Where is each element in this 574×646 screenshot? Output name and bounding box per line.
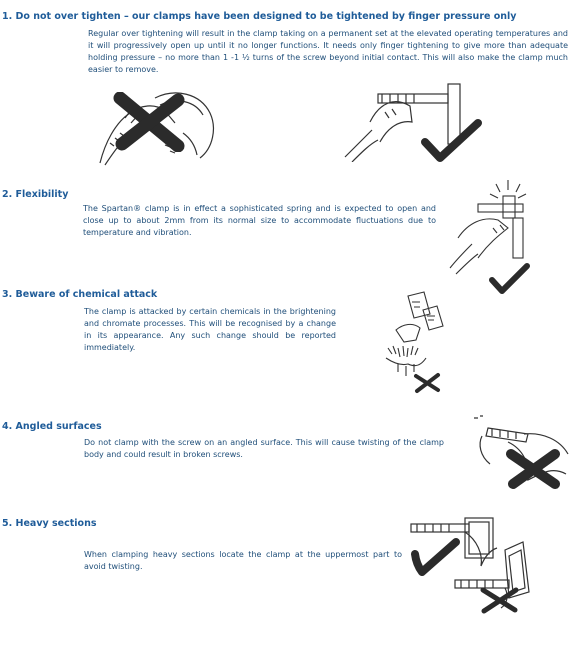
check-icon	[420, 118, 482, 164]
section-4-heading: 4. Angled surfaces	[2, 421, 102, 432]
section-3-text: The clamp is attacked by certain chemicals in the brightening and chromate processes. This will be recognised by a change in its appearance. Any such change should be reported immediately.	[84, 307, 336, 352]
check-icon	[410, 536, 460, 576]
check-icon	[488, 262, 530, 296]
cross-icon	[112, 92, 187, 152]
section-3-heading: 3. Beware of chemical attack	[2, 289, 158, 300]
section-2-heading: 2. Flexibility	[2, 189, 69, 200]
section-5-text: When clamping heavy sections locate the clamp at the uppermost part to avoid twisting.	[84, 550, 402, 571]
cross-icon	[478, 585, 520, 615]
section-2-text: The Spartan® clamp is in effect a sophisticated spring and is expected to open and close up to about 2mm from its normal size to accommodate fluctuations due to temperature and vibration.	[83, 204, 436, 237]
section-1-text: Regular over tightening will result in the clamp taking on a permanent set at the elevated operating temperatures and it will progressively open up until it no longer functions. It needs only finger tightening to give more than adequate holding pressure – no more than 1 -1 ½ turns of the screw beyond initial contact. This will also make the clamp much easier to remove.	[88, 29, 568, 74]
chemical-pouring-illustration	[378, 288, 448, 380]
section-4-text: Do not clamp with the screw on an angled surface. This will cause twisting of the clamp body and could result in broken screws.	[84, 438, 444, 459]
section-5-heading: 5. Heavy sections	[2, 518, 97, 529]
cross-icon	[505, 448, 561, 490]
section-1-heading: 1. Do not over tighten – our clamps have been designed to be tightened by finger pressure only	[2, 11, 517, 22]
cross-icon	[412, 372, 442, 394]
